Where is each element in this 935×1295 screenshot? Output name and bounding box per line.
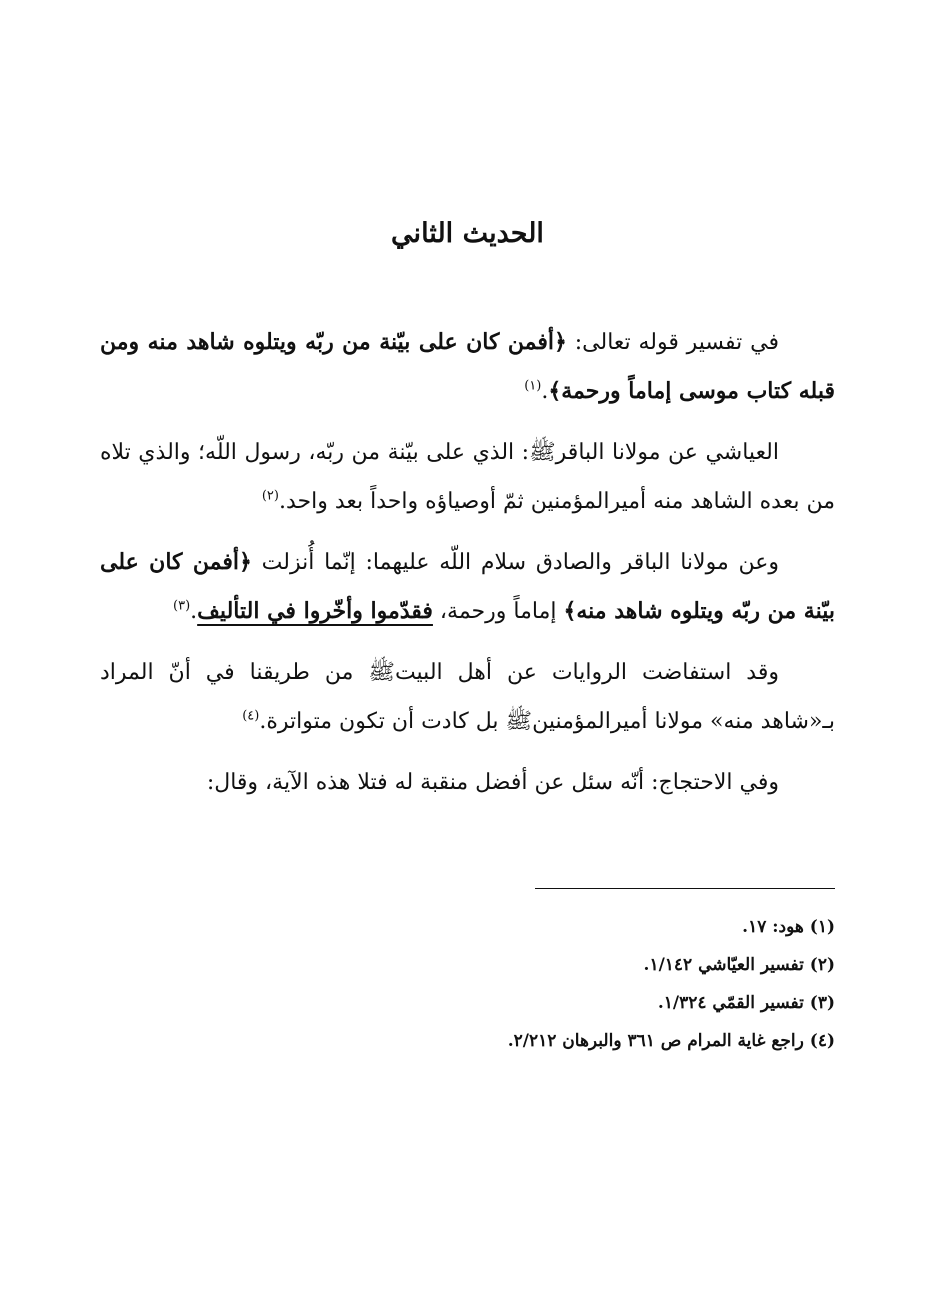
paragraph-3-end: .	[190, 599, 198, 624]
paragraph-5-text: وفي الاحتجاج: أنّه سئل عن أفضل منقبة له فتلا هذه الآية، وقال:	[206, 770, 779, 795]
quran-quote: ﴿أفمن كان على بيّنة من ربّه ويتلوه شاهد منه ومن قبله كتاب موسى إماماً ورحمة﴾	[100, 329, 835, 404]
footnote-ref-4[interactable]: (٤)	[242, 708, 260, 724]
footnote-3: (٣) تفسير القمّي ١/٣٢٤.	[657, 993, 835, 1013]
paragraph-1	[100, 318, 835, 416]
footnote-ref-2[interactable]: (٢)	[261, 488, 279, 504]
paragraph-5	[100, 758, 835, 807]
paragraph-3-mid: إماماً ورحمة،	[432, 599, 564, 624]
page-title: الحديث الثاني	[391, 218, 544, 249]
paragraph-2-text: العياشي عن مولانا الباقرﷺ: الذي على بيّنة من ربّه، رسول اللّه؛ والذي تلاه من بعده الشاهد منه أميرالمؤمنين ثمّ أوصياؤه واحداً بعد واحد.	[100, 440, 835, 514]
paragraph-3-intro: وعن مولانا الباقر والصادق سلام اللّه عليهما: إنّما أُنزلت	[251, 550, 780, 575]
paragraph-1-end: .	[541, 379, 549, 404]
paragraph-2	[100, 428, 835, 526]
body-text	[100, 318, 835, 819]
page	[100, 0, 835, 1295]
paragraph-4-text: وقد استفاضت الروايات عن أهل البيتﷺ من طريقنا في أنّ المراد بـ«شاهد منه» مولانا أميرالمؤمنينﷺ بل كادت أن تكون متواترة.	[100, 660, 835, 734]
footnote-ref-1[interactable]: (١)	[524, 378, 542, 394]
paragraph-4	[100, 648, 835, 746]
footnote-4: (٤) راجع غاية المرام ص ٣٦١ والبرهان ٢/٢١٢.	[507, 1031, 835, 1051]
footnote-2: (٢) تفسير العيّاشي ١/١٤٢.	[643, 955, 835, 975]
quran-quote: ﴿أفمن كان على بيّنة من ربّه ويتلوه شاهد منه﴾	[100, 549, 835, 624]
underlined-phrase: فقدّموا وأخّروا في التأليف	[197, 598, 433, 624]
paragraph-1-intro: في تفسير قوله تعالى:	[566, 330, 779, 355]
footnote-divider	[535, 888, 835, 889]
paragraph-3	[100, 538, 835, 636]
footnotes	[100, 908, 835, 1060]
footnote-1: (١) هود: ١٧.	[742, 917, 835, 937]
footnote-ref-3[interactable]: (٣)	[173, 598, 191, 614]
